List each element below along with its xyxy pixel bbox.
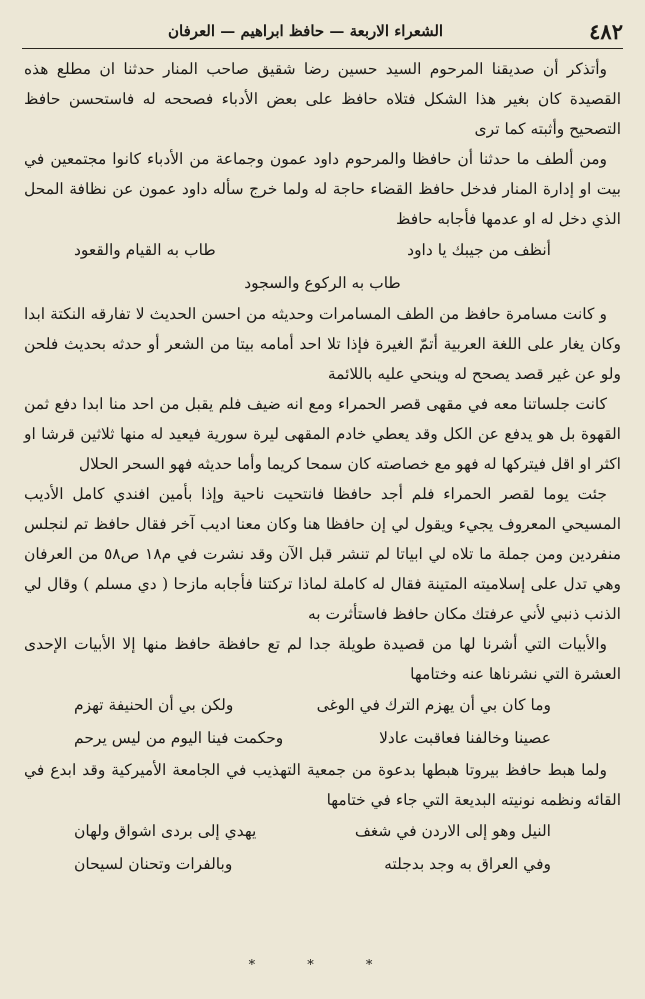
verse-line <box>24 689 621 722</box>
verse-hemistich: وحكمت فينا اليوم من ليس يرحم <box>74 729 284 747</box>
verse-hemistich: أنظف من جيبك يا داود <box>407 241 551 259</box>
verse-hemistich: ولكن بي أن الحنيفة تهزم <box>74 696 234 714</box>
verse-block-2 <box>24 689 621 755</box>
section-divider-stars: * * * <box>248 958 397 973</box>
paragraph-5: جئت يوما لقصر الحمراء فلم أجد حافظا فانتحيت ناحية وإذا بأمين افندي كامل الأديب المسيحي المعروف يجيء ويقول لي إن حافظا هنا وكان معنا اديب آخر فقال حافظ تم لنجلس منفردين ومن جملة ما تلاه لي ابياتا لم تنشر قبل الآن وقد نشرت في م١٨ ص٥٨ من العرفان وهي تدل على إسلاميته المتينة فقال له كاملة لماذا تركتنا فأجابه مازحا ( دي مسلم ) وقال لي الذنب ذنبي لأني عرفتك مكان حافظ فاستأثرت به <box>24 485 622 623</box>
verse-hemistich: يهدي إلى بردى اشواق ولهان <box>74 822 257 840</box>
verse-line <box>24 815 621 848</box>
paragraph-7: ولما هبط حافظ بيروتا هبطها بدعوة من جمعية التهذيب في الجامعة الأميركية وقد ابدع في القائه ونظمه نونيته البديعة التي جاء في ختامها <box>24 761 621 809</box>
paragraph-6: والأبيات التي أشرنا لها من قصيدة طويلة جدا لم تع حافظة حافظ منها إلا الأبيات الإحدى العشرة التي نشرناها عنه وختامها <box>24 635 621 683</box>
paragraph-3: و كانت مسامرة حافظ من الطف المسامرات وحديثه من احسن الحديث لا تفارقه النكتة ابدا وكان يغار على اللغة العربية أتمّ الغيرة فإذا تلا احد أمامه بيتا من الشعر أو حدثه بحديث فلحن ولو عن غير قصد يصحح له وينحي عليه باللائمة <box>24 305 621 383</box>
verse-block-1 <box>24 234 621 299</box>
verse-hemistich: عصينا وخالفنا فعاقبت عادلا <box>379 729 551 747</box>
page-header <box>22 14 623 49</box>
verse-line <box>24 848 621 881</box>
verse-block-3 <box>24 815 621 881</box>
page-body <box>24 54 621 881</box>
paragraph-1: وأتذكر أن صديقنا المرحوم السيد حسين رضا شقيق صاحب المنار حدثنا ان مطلع هذه القصيدة كان بغير هذا الشكل فتلاه حافظ على بعض الأدباء فصححه له فاستحسن حافظ التصحيح وأثبته كما ترى <box>24 60 621 138</box>
page-number: ٤٨٢ <box>589 18 623 44</box>
verse-hemistich: وفي العراق به وجد بدجلته <box>384 855 551 873</box>
verse-line <box>24 722 621 755</box>
paragraph-4: كانت جلساتنا معه في مقهى قصر الحمراء ومع انه ضيف فلم يقبل من احد منا ابدا دفع ثمن القهوة بل هو يدفع عن الكل وقد يعطي خادم المقهى ليرة سورية فيعيد له منها ثلاثين قرشا او اكثر او اقل فيتركها له فهو مع خصاصته كان سمحا كريما وأما حديثه فهو السحر الحلال <box>24 395 621 473</box>
verse-line <box>24 234 621 267</box>
verse-line: طاب به الركوع والسجود <box>244 274 401 292</box>
verse-hemistich: طاب به القيام والقعود <box>74 241 216 259</box>
paragraph-2: ومن ألطف ما حدثنا أن حافظا والمرحوم داود عمون وجماعة من الأدباء كانوا مجتمعين في بيت او إدارة المنار فدخل حافظ القضاء حاجة له ولما خرج سأله داود عمون عن نظافة المحل الذي دخل له او عدمها فأجابه حافظ <box>24 150 621 228</box>
verse-hemistich: وما كان بي أن يهزم الترك في الوغى <box>316 696 551 714</box>
running-title: الشعراء الاربعة — حافظ ابراهيم — العرفان <box>168 22 444 40</box>
verse-hemistich: النيل وهو إلى الاردن في شغف <box>354 822 551 840</box>
verse-hemistich: وبالفرات وتحنان لسيحان <box>74 855 233 873</box>
